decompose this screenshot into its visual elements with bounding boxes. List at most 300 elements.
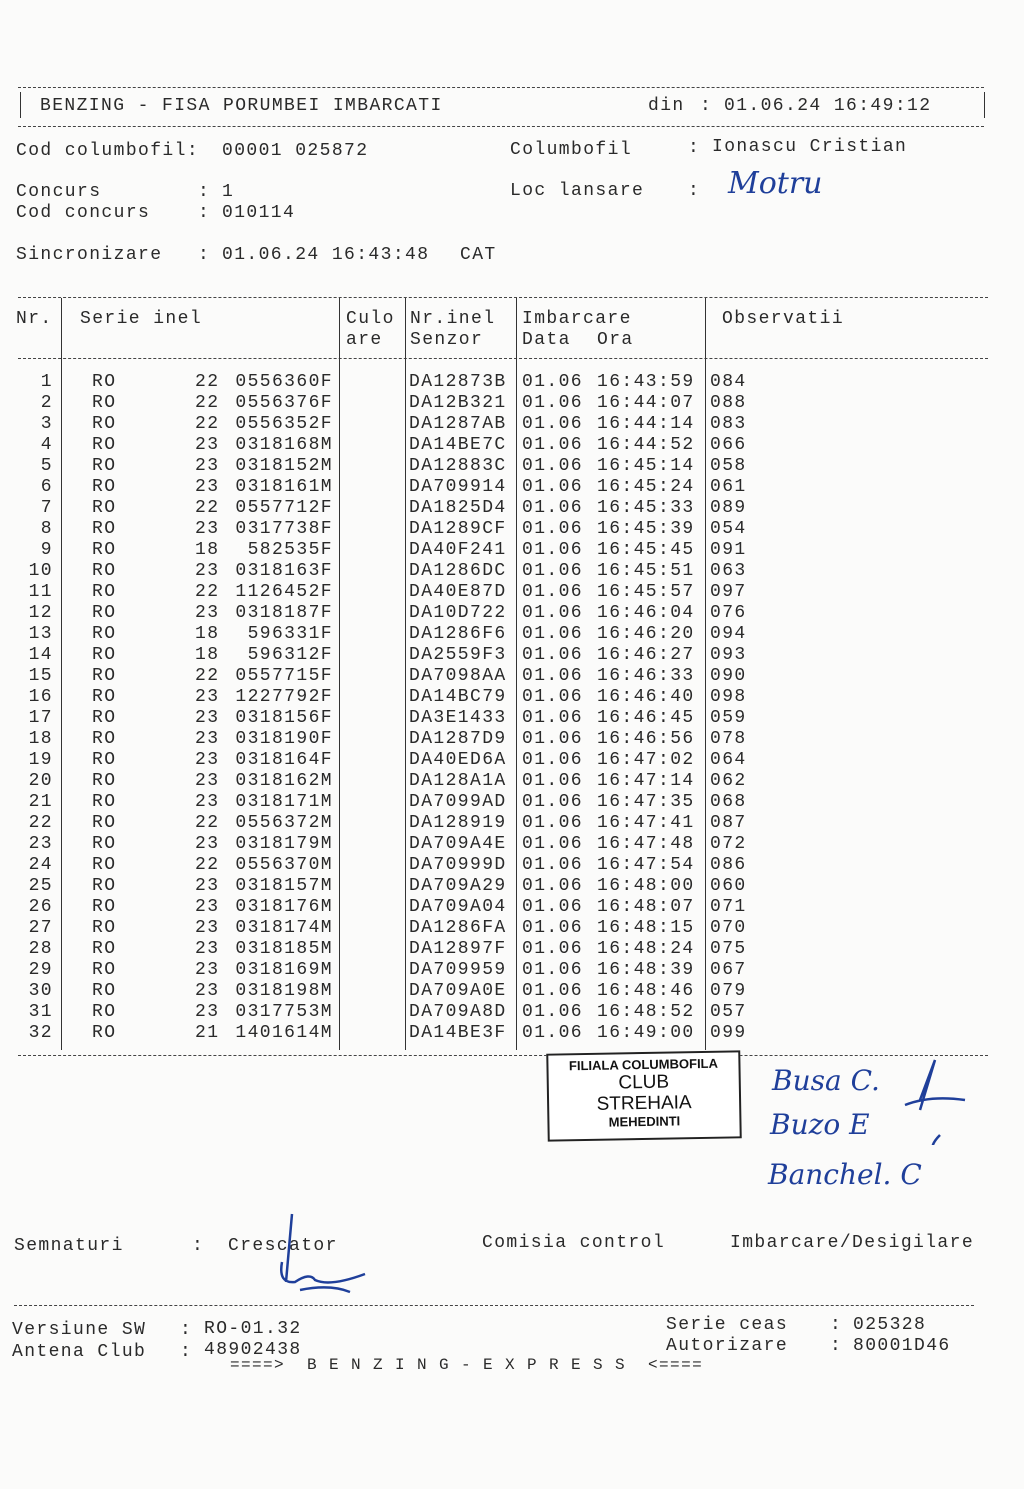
cell-time: 16:46:45 xyxy=(597,708,695,728)
cell-obs: 086 xyxy=(710,855,747,875)
cell-year: 23 xyxy=(195,477,220,497)
cell-obs: 098 xyxy=(710,687,747,707)
col-header-data: Data xyxy=(522,330,571,350)
cell-ring: 596331F xyxy=(247,624,333,644)
cell-time: 16:46:33 xyxy=(597,666,695,686)
concurs-label: Concurs xyxy=(16,182,102,202)
versiune-value: RO-01.32 xyxy=(204,1319,302,1339)
cell-obs: 087 xyxy=(710,813,747,833)
cell-obs: 070 xyxy=(710,918,747,938)
cell-year: 23 xyxy=(195,918,220,938)
col-header-senzor: Senzor xyxy=(410,330,484,350)
cell-date: 01.06 xyxy=(522,393,584,413)
cell-nr: 4 xyxy=(40,435,53,455)
table-top-border xyxy=(18,297,988,298)
cell-ring: 0318162M xyxy=(235,771,333,791)
cell-sensor: DA70999D xyxy=(409,855,507,875)
cell-ring: 0317753M xyxy=(235,1002,333,1022)
cell-sensor: DA709959 xyxy=(409,960,507,980)
cell-country: RO xyxy=(92,750,117,770)
cell-time: 16:45:45 xyxy=(597,540,695,560)
cell-obs: 076 xyxy=(710,603,747,623)
cell-obs: 068 xyxy=(710,792,747,812)
cell-time: 16:48:07 xyxy=(597,897,695,917)
cell-ring: 0556352F xyxy=(235,414,333,434)
cell-obs: 064 xyxy=(710,750,747,770)
cell-time: 16:47:35 xyxy=(597,792,695,812)
cell-nr: 2 xyxy=(40,393,53,413)
serie-ceas-label: Serie ceas xyxy=(666,1315,789,1335)
table-row xyxy=(0,729,1024,750)
cell-time: 16:45:24 xyxy=(597,477,695,497)
cell-sensor: DA709A4E xyxy=(409,834,507,854)
table-row xyxy=(0,498,1024,519)
cell-nr: 10 xyxy=(28,561,53,581)
cell-country: RO xyxy=(92,813,117,833)
cell-year: 23 xyxy=(195,939,220,959)
table-row xyxy=(0,855,1024,876)
cell-nr: 3 xyxy=(40,414,53,434)
cell-date: 01.06 xyxy=(522,435,584,455)
cell-time: 16:45:57 xyxy=(597,582,695,602)
cell-ring: 0318185M xyxy=(235,939,333,959)
cell-country: RO xyxy=(92,519,117,539)
cell-sensor: DA709A8D xyxy=(409,1002,507,1022)
cell-year: 23 xyxy=(195,792,220,812)
cell-obs: 079 xyxy=(710,981,747,1001)
cell-obs: 088 xyxy=(710,393,747,413)
cell-sensor: DA709A0E xyxy=(409,981,507,1001)
cell-ring: 0318171M xyxy=(235,792,333,812)
cell-date: 01.06 xyxy=(522,939,584,959)
stamp-line: FILIALA COLUMBOFILA xyxy=(568,1055,719,1074)
cell-time: 16:46:20 xyxy=(597,624,695,644)
cell-ring: 0317738F xyxy=(235,519,333,539)
cell-country: RO xyxy=(92,708,117,728)
cell-sensor: DA7099AD xyxy=(409,792,507,812)
cell-ring: 0318152M xyxy=(235,456,333,476)
autorizare-value: 80001D46 xyxy=(853,1336,951,1356)
cell-time: 16:44:14 xyxy=(597,414,695,434)
sincronizare-label: Sincronizare xyxy=(16,245,163,265)
cell-sensor: DA40E87D xyxy=(409,582,507,602)
col-header-serie: Serie inel xyxy=(80,309,203,329)
cell-year: 22 xyxy=(195,414,220,434)
loc-lansare-handwritten: Motru xyxy=(728,166,823,201)
cell-nr: 16 xyxy=(28,687,53,707)
cell-nr: 12 xyxy=(28,603,53,623)
cell-year: 22 xyxy=(195,498,220,518)
cell-date: 01.06 xyxy=(522,729,584,749)
cell-nr: 9 xyxy=(40,540,53,560)
cell-ring: 0556376F xyxy=(235,393,333,413)
cell-nr: 13 xyxy=(28,624,53,644)
table-row xyxy=(0,603,1024,624)
table-row xyxy=(0,645,1024,666)
cell-date: 01.06 xyxy=(522,960,584,980)
cell-sensor: DA709A29 xyxy=(409,876,507,896)
cell-nr: 1 xyxy=(40,372,53,392)
cell-date: 01.06 xyxy=(522,834,584,854)
cell-country: RO xyxy=(92,792,117,812)
cell-obs: 084 xyxy=(710,372,747,392)
cell-date: 01.06 xyxy=(522,750,584,770)
cell-country: RO xyxy=(92,960,117,980)
cell-sensor: DA7098AA xyxy=(409,666,507,686)
cell-year: 23 xyxy=(195,981,220,1001)
cell-nr: 26 xyxy=(28,897,53,917)
cell-time: 16:48:52 xyxy=(597,1002,695,1022)
cell-country: RO xyxy=(92,456,117,476)
cell-ring: 0318168M xyxy=(235,435,333,455)
cod-columbofil-value: 00001 025872 xyxy=(222,141,369,161)
cell-ring: 0557715F xyxy=(235,666,333,686)
concurs-value: 1 xyxy=(222,182,235,202)
colon: : xyxy=(700,96,713,116)
cell-sensor: DA1825D4 xyxy=(409,498,507,518)
cell-date: 01.06 xyxy=(522,855,584,875)
cell-date: 01.06 xyxy=(522,414,584,434)
col-header-observatii: Observatii xyxy=(722,309,845,329)
col-header-ora: Ora xyxy=(597,330,634,350)
cell-ring: 582535F xyxy=(247,540,333,560)
table-row xyxy=(0,519,1024,540)
antena-label: Antena Club xyxy=(12,1342,147,1362)
din-value: 01.06.24 16:49:12 xyxy=(724,96,932,116)
cell-country: RO xyxy=(92,918,117,938)
table-row xyxy=(0,834,1024,855)
colon: : xyxy=(688,181,701,201)
cell-ring: 0318198M xyxy=(235,981,333,1001)
cell-obs: 060 xyxy=(710,876,747,896)
cell-date: 01.06 xyxy=(522,582,584,602)
cell-year: 21 xyxy=(195,1023,220,1043)
cell-country: RO xyxy=(92,1023,117,1043)
cell-country: RO xyxy=(92,855,117,875)
cell-nr: 15 xyxy=(28,666,53,686)
cell-nr: 31 xyxy=(28,1002,53,1022)
cell-time: 16:46:04 xyxy=(597,603,695,623)
cell-country: RO xyxy=(92,666,117,686)
cell-year: 22 xyxy=(195,813,220,833)
cell-time: 16:45:33 xyxy=(597,498,695,518)
cell-ring: 0318156F xyxy=(235,708,333,728)
stamp-line: STREHAIA xyxy=(596,1092,692,1115)
cell-time: 16:46:40 xyxy=(597,687,695,707)
cell-sensor: DA12897F xyxy=(409,939,507,959)
cell-ring: 0318187F xyxy=(235,603,333,623)
cell-ring: 0318190F xyxy=(235,729,333,749)
cell-country: RO xyxy=(92,1002,117,1022)
cell-time: 16:43:59 xyxy=(597,372,695,392)
divider xyxy=(20,92,21,118)
handwritten-signature: Buzo E xyxy=(770,1108,870,1141)
col-header-culoare: Culo xyxy=(346,309,395,329)
table-row xyxy=(0,582,1024,603)
cell-year: 18 xyxy=(195,624,220,644)
table-header-border xyxy=(18,358,988,359)
sincronizare-value: 01.06.24 16:43:48 xyxy=(222,245,430,265)
cell-time: 16:49:00 xyxy=(597,1023,695,1043)
cell-time: 16:47:41 xyxy=(597,813,695,833)
table-row xyxy=(0,456,1024,477)
table-row xyxy=(0,540,1024,561)
table-row xyxy=(0,939,1024,960)
table-row xyxy=(0,750,1024,771)
cell-country: RO xyxy=(92,981,117,1001)
cell-sensor: DA709A04 xyxy=(409,897,507,917)
cell-year: 23 xyxy=(195,750,220,770)
cell-year: 23 xyxy=(195,876,220,896)
cell-sensor: DA10D722 xyxy=(409,603,507,623)
cell-year: 23 xyxy=(195,834,220,854)
loc-lansare-label: Loc lansare xyxy=(510,181,645,201)
cell-ring: 0318161M xyxy=(235,477,333,497)
cell-country: RO xyxy=(92,372,117,392)
cell-ring: 0556370M xyxy=(235,855,333,875)
col-header-nrinel: Nr.inel xyxy=(410,309,496,329)
benzing-express-banner: ====> B E N Z I N G - E X P R E S S <==== xyxy=(230,1356,704,1374)
cell-ring: 0318179M xyxy=(235,834,333,854)
cell-date: 01.06 xyxy=(522,708,584,728)
cell-date: 01.06 xyxy=(522,897,584,917)
cell-country: RO xyxy=(92,624,117,644)
handwritten-signature: Banchel. C xyxy=(768,1158,922,1191)
cell-time: 16:45:51 xyxy=(597,561,695,581)
cell-obs: 078 xyxy=(710,729,747,749)
cell-time: 16:44:07 xyxy=(597,393,695,413)
divider xyxy=(18,87,984,88)
cell-country: RO xyxy=(92,582,117,602)
cell-ring: 0318176M xyxy=(235,897,333,917)
cell-country: RO xyxy=(92,834,117,854)
cell-date: 01.06 xyxy=(522,918,584,938)
cell-sensor: DA14BE3F xyxy=(409,1023,507,1043)
cell-year: 23 xyxy=(195,456,220,476)
cell-time: 16:45:39 xyxy=(597,519,695,539)
table-row xyxy=(0,981,1024,1002)
cell-time: 16:47:48 xyxy=(597,834,695,854)
cell-time: 16:48:46 xyxy=(597,981,695,1001)
table-row xyxy=(0,813,1024,834)
cell-year: 23 xyxy=(195,1002,220,1022)
cell-country: RO xyxy=(92,729,117,749)
cell-year: 23 xyxy=(195,435,220,455)
table-row xyxy=(0,414,1024,435)
cell-ring: 0318169M xyxy=(235,960,333,980)
col-header-imbarcare: Imbarcare xyxy=(522,309,632,329)
din-label: din xyxy=(648,96,685,116)
cell-obs: 063 xyxy=(710,561,747,581)
cell-sensor: DA12873B xyxy=(409,372,507,392)
cell-date: 01.06 xyxy=(522,603,584,623)
cell-time: 16:47:14 xyxy=(597,771,695,791)
cell-year: 23 xyxy=(195,729,220,749)
cell-nr: 28 xyxy=(28,939,53,959)
colon: : xyxy=(192,1236,205,1256)
cell-date: 01.06 xyxy=(522,498,584,518)
cell-year: 23 xyxy=(195,708,220,728)
cell-year: 23 xyxy=(195,960,220,980)
cell-year: 22 xyxy=(195,372,220,392)
cell-sensor: DA1289CF xyxy=(409,519,507,539)
crescator-signature xyxy=(260,1212,370,1297)
cell-sensor: DA14BC79 xyxy=(409,687,507,707)
cell-obs: 090 xyxy=(710,666,747,686)
cell-date: 01.06 xyxy=(522,981,584,1001)
table-row xyxy=(0,687,1024,708)
cell-sensor: DA1286F6 xyxy=(409,624,507,644)
table-row xyxy=(0,960,1024,981)
cell-time: 16:48:24 xyxy=(597,939,695,959)
cell-year: 18 xyxy=(195,540,220,560)
cell-time: 16:48:39 xyxy=(597,960,695,980)
cell-date: 01.06 xyxy=(522,666,584,686)
cell-country: RO xyxy=(92,897,117,917)
colon: : xyxy=(198,203,211,223)
col-header-nr: Nr. xyxy=(16,309,53,329)
cell-country: RO xyxy=(92,645,117,665)
signature-scribble xyxy=(890,1055,980,1145)
cell-sensor: DA1287D9 xyxy=(409,729,507,749)
table-row xyxy=(0,561,1024,582)
table-row xyxy=(0,372,1024,393)
cell-ring: 0318157M xyxy=(235,876,333,896)
table-row xyxy=(0,897,1024,918)
cell-obs: 062 xyxy=(710,771,747,791)
cell-obs: 083 xyxy=(710,414,747,434)
cell-year: 23 xyxy=(195,897,220,917)
cell-date: 01.06 xyxy=(522,477,584,497)
cell-sensor: DA709914 xyxy=(409,477,507,497)
cell-year: 18 xyxy=(195,645,220,665)
cell-obs: 099 xyxy=(710,1023,747,1043)
table-bottom-border xyxy=(18,1055,988,1056)
cell-time: 16:47:54 xyxy=(597,855,695,875)
cell-obs: 058 xyxy=(710,456,747,476)
cell-country: RO xyxy=(92,603,117,623)
cell-date: 01.06 xyxy=(522,813,584,833)
cell-country: RO xyxy=(92,561,117,581)
cell-time: 16:48:00 xyxy=(597,876,695,896)
serie-ceas-value: 025328 xyxy=(853,1315,927,1335)
cell-nr: 7 xyxy=(40,498,53,518)
colon: : xyxy=(198,182,211,202)
colon: : xyxy=(830,1315,843,1335)
table-row xyxy=(0,624,1024,645)
semnaturi-label: Semnaturi xyxy=(14,1236,124,1256)
cell-nr: 19 xyxy=(28,750,53,770)
cell-date: 01.06 xyxy=(522,1023,584,1043)
table-row xyxy=(0,792,1024,813)
imbarcare-desigilare-label: Imbarcare/Desigilare xyxy=(730,1233,975,1253)
colon: : xyxy=(830,1336,843,1356)
cell-obs: 059 xyxy=(710,708,747,728)
cell-sensor: DA3E1433 xyxy=(409,708,507,728)
cell-nr: 11 xyxy=(28,582,53,602)
table-row xyxy=(0,876,1024,897)
cell-date: 01.06 xyxy=(522,540,584,560)
table-row xyxy=(0,393,1024,414)
cell-obs: 061 xyxy=(710,477,747,497)
antena-value: 48902438 xyxy=(204,1340,302,1360)
cell-sensor: DA12B321 xyxy=(409,393,507,413)
cell-ring: 0556372M xyxy=(235,813,333,833)
cod-columbofil-label: Cod columbofil: xyxy=(16,141,200,161)
cell-date: 01.06 xyxy=(522,372,584,392)
cell-time: 16:45:14 xyxy=(597,456,695,476)
cell-obs: 097 xyxy=(710,582,747,602)
table-row xyxy=(0,1002,1024,1023)
versiune-label: Versiune SW xyxy=(12,1320,147,1340)
cell-date: 01.06 xyxy=(522,771,584,791)
cell-nr: 21 xyxy=(28,792,53,812)
col-header-culoare-2: are xyxy=(346,330,383,350)
cell-date: 01.06 xyxy=(522,645,584,665)
cell-country: RO xyxy=(92,687,117,707)
divider xyxy=(984,92,985,118)
cell-nr: 8 xyxy=(40,519,53,539)
cell-sensor: DA1286DC xyxy=(409,561,507,581)
cell-year: 22 xyxy=(195,666,220,686)
cell-nr: 32 xyxy=(28,1023,53,1043)
cell-nr: 6 xyxy=(40,477,53,497)
cell-ring: 1227792F xyxy=(235,687,333,707)
cell-sensor: DA12883C xyxy=(409,456,507,476)
cell-country: RO xyxy=(92,393,117,413)
cell-ring: 1401614M xyxy=(235,1023,333,1043)
cell-nr: 30 xyxy=(28,981,53,1001)
cell-sensor: DA14BE7C xyxy=(409,435,507,455)
cell-country: RO xyxy=(92,540,117,560)
cell-country: RO xyxy=(92,771,117,791)
comisia-label: Comisia control xyxy=(482,1233,666,1253)
table-row xyxy=(0,918,1024,939)
cell-nr: 17 xyxy=(28,708,53,728)
handwritten-signature: Busa C. xyxy=(772,1064,880,1097)
colon: : xyxy=(198,245,211,265)
cell-sensor: DA40ED6A xyxy=(409,750,507,770)
cell-ring: 1126452F xyxy=(235,582,333,602)
cell-ring: 0318163F xyxy=(235,561,333,581)
cell-year: 23 xyxy=(195,603,220,623)
cell-date: 01.06 xyxy=(522,624,584,644)
cell-date: 01.06 xyxy=(522,792,584,812)
cell-country: RO xyxy=(92,876,117,896)
cell-obs: 072 xyxy=(710,834,747,854)
cell-date: 01.06 xyxy=(522,1002,584,1022)
cell-country: RO xyxy=(92,435,117,455)
cell-nr: 24 xyxy=(28,855,53,875)
table-row xyxy=(0,477,1024,498)
cell-obs: 054 xyxy=(710,519,747,539)
cell-date: 01.06 xyxy=(522,876,584,896)
cell-obs: 067 xyxy=(710,960,747,980)
cell-sensor: DA1287AB xyxy=(409,414,507,434)
stamp-line: MEHEDINTI xyxy=(608,1113,681,1130)
cell-year: 23 xyxy=(195,519,220,539)
cell-country: RO xyxy=(92,939,117,959)
table-row xyxy=(0,708,1024,729)
columbofil-label: Columbofil xyxy=(510,140,633,160)
cell-nr: 20 xyxy=(28,771,53,791)
cod-concurs-value: 010114 xyxy=(222,203,296,223)
sincronizare-zone: CAT xyxy=(460,245,497,265)
cell-ring: 596312F xyxy=(247,645,333,665)
cell-date: 01.06 xyxy=(522,456,584,476)
cell-time: 16:46:27 xyxy=(597,645,695,665)
columbofil-value: Ionascu Cristian xyxy=(712,137,908,157)
